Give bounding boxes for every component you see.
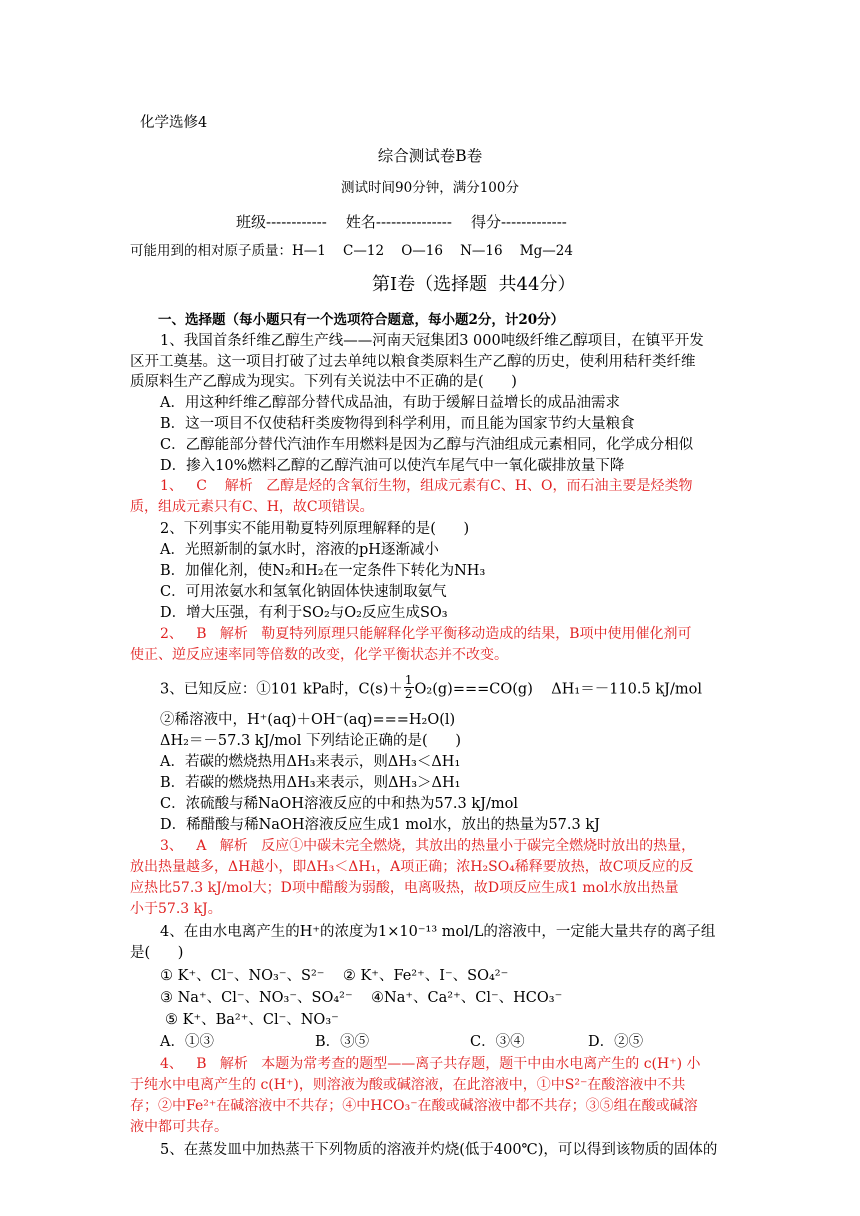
q3-option-d: D．稀醋酸与稀NaOH溶液反应生成1 mol水，放出的热量为57.3 kJ <box>160 817 600 833</box>
q2-answer: 使正、逆反应速率同等倍数的改变，化学平衡状态并不改变。 <box>130 647 508 663</box>
student-info: 班级------------ 姓名--------------- 得分------------- <box>236 213 567 231</box>
q2-option-d: D．增大压强，有利于SO₂与O₂反应生成SO₃ <box>160 605 448 621</box>
q3-answer: 应热比57.3 kJ/mol大；D项中醋酸为弱酸，电离吸热，故D项反应生成1 mol水放出热量 <box>130 880 679 896</box>
q2-option-b: B．加催化剂，使N₂和H₂在一定条件下转化为NH₃ <box>160 563 486 579</box>
q2-option-a: A．光照新制的氯水时，溶液的pH逐渐减小 <box>160 542 439 558</box>
q1-stem: 区开工奠基。这一项目打破了过去单纯以粮食类原料生产乙醇的历史，使利用秸秆类纤维 <box>130 354 696 370</box>
q4-stem: 是( ) <box>130 945 184 961</box>
q1-option-b: B．这一项目不仅使秸秆类废物得到科学利用，而且能为国家节约大量粮食 <box>160 416 635 432</box>
q1-stem: 质原料生产乙醇成为现实。下列有关说法中不正确的是( ) <box>130 374 517 390</box>
q3-option-c: C．浓硫酸与稀NaOH溶液反应的中和热为57.3 kJ/mol <box>160 796 518 812</box>
section-heading: 一、选择题（每小题只有一个选项符合题意，每小题2分，计20分） <box>158 312 565 328</box>
q1-option-a: A．用这种纤维乙醇部分替代成品油，有助于缓解日益增长的成品油需求 <box>160 395 620 411</box>
paper-subtitle: 测试时间90分钟，满分100分 <box>341 180 519 196</box>
q5-stem: 5、在蒸发皿中加热蒸干下列物质的溶液并灼烧(低于400℃)，可以得到该物质的固体的 <box>160 1142 718 1158</box>
q4-answer: 液中都可共存。 <box>130 1119 228 1135</box>
part-title: 第Ⅰ卷（选择题 共44分） <box>372 274 576 295</box>
q3-fraction <box>404 674 414 701</box>
course-label: 化学选修4 <box>140 115 208 131</box>
q2-stem: 2、下列事实不能用勒夏特列原理解释的是( ) <box>160 521 470 537</box>
q3-option-a: A．若碳的燃烧热用ΔH₃来表示，则ΔH₃＜ΔH₁ <box>160 754 461 770</box>
q4-answer: 存；②中Fe²⁺在碱溶液中不共存；④中HCO₃⁻在酸或碱溶液中都不共存；③⑤组在酸或碱溶 <box>130 1098 698 1114</box>
q4-option-b: B．③⑤ <box>315 1034 370 1050</box>
q3-answer: 3、 A 解析 反应①中碳未完全燃烧，其放出的热量小于碳完全燃烧时放出的热量， <box>160 838 696 854</box>
q4-stem: 4、在由水电离产生的H⁺的浓度为1×10⁻¹³ mol/L的溶液中，一定能大量共存的离子组 <box>160 924 716 940</box>
q3-stem: ΔH₂＝－57.3 kJ/mol 下列结论正确的是( ) <box>160 733 462 749</box>
fraction-denominator: 2 <box>404 687 413 701</box>
q3-option-b: B．若碳的燃烧热用ΔH₃来表示，则ΔH₃＞ΔH₁ <box>160 775 461 791</box>
q4-answer: 4、 B 解析 本题为常考查的题型——离子共存题，题干中由水电离产生的 c(H⁺) 小 <box>160 1056 701 1072</box>
q4-option-d: D．②⑤ <box>588 1034 644 1050</box>
q3-answer: 小于57.3 kJ。 <box>130 901 222 917</box>
q3-stem: ②稀溶液中，H⁺(aq)＋OH⁻(aq)===H₂O(l) <box>160 712 456 728</box>
atomic-masses: 可能用到的相对原子质量：H—1 C—12 O—16 N—16 Mg—24 <box>130 243 573 259</box>
q4-answer: 于纯水中电离产生的 c(H⁺)，则溶液为酸或碱溶液，在此溶液中，①中S²⁻在酸溶液中不共 <box>130 1077 686 1093</box>
q2-option-c: C．可用浓氨水和氢氧化钠固体快速制取氨气 <box>160 584 447 600</box>
q4-ion-group: ③ Na⁺、Cl⁻、NO₃⁻、SO₄²⁻ ④Na⁺、Ca²⁺、Cl⁻、HCO₃⁻ <box>160 990 563 1006</box>
q3-stem-part: O₂(g)===CO(g) ΔH₁＝－110.5 kJ/mol <box>414 681 702 698</box>
q3-answer: 放出热量越多，ΔH越小，即ΔH₃＜ΔH₁，A项正确；浓H₂SO₄稀释要放热，故C项反应的反 <box>130 859 694 875</box>
paper-title: 综合测试卷B卷 <box>377 147 483 165</box>
q4-ion-group: ⑤ K⁺、Ba²⁺、Cl⁻、NO₃⁻ <box>165 1012 339 1028</box>
q3-stem <box>160 673 702 703</box>
q3-stem-part: 3、已知反应：①101 kPa时，C(s)＋ <box>160 681 403 698</box>
q4-option-c: C．③④ <box>470 1034 525 1050</box>
q2-answer: 2、 B 解析 勒夏特列原理只能解释化学平衡移动造成的结果，B项中使用催化剂可 <box>160 626 692 642</box>
q1-stem: 1、我国首条纤维乙醇生产线——河南天冠集团3 000吨级纤维乙醇项目，在镇平开发 <box>160 333 704 349</box>
q4-ion-group: ① K⁺、Cl⁻、NO₃⁻、S²⁻ ② K⁺、Fe²⁺、I⁻、SO₄²⁻ <box>160 968 509 984</box>
q1-option-c: C．乙醇能部分替代汽油作车用燃料是因为乙醇与汽油组成元素相同，化学成分相似 <box>160 437 694 453</box>
q4-option-a: A．①③ <box>160 1034 214 1050</box>
q1-answer: 1、 C 解析 乙醇是烃的含氧衍生物，组成元素有C、H、O，而石油主要是烃类物 <box>160 478 693 494</box>
q1-option-d: D．掺入10%燃料乙醇的乙醇汽油可以使汽车尾气中一氧化碳排放量下降 <box>160 458 625 474</box>
q1-answer: 质，组成元素只有C、H，故C项错误。 <box>130 499 374 515</box>
fraction-numerator: 1 <box>404 673 413 687</box>
